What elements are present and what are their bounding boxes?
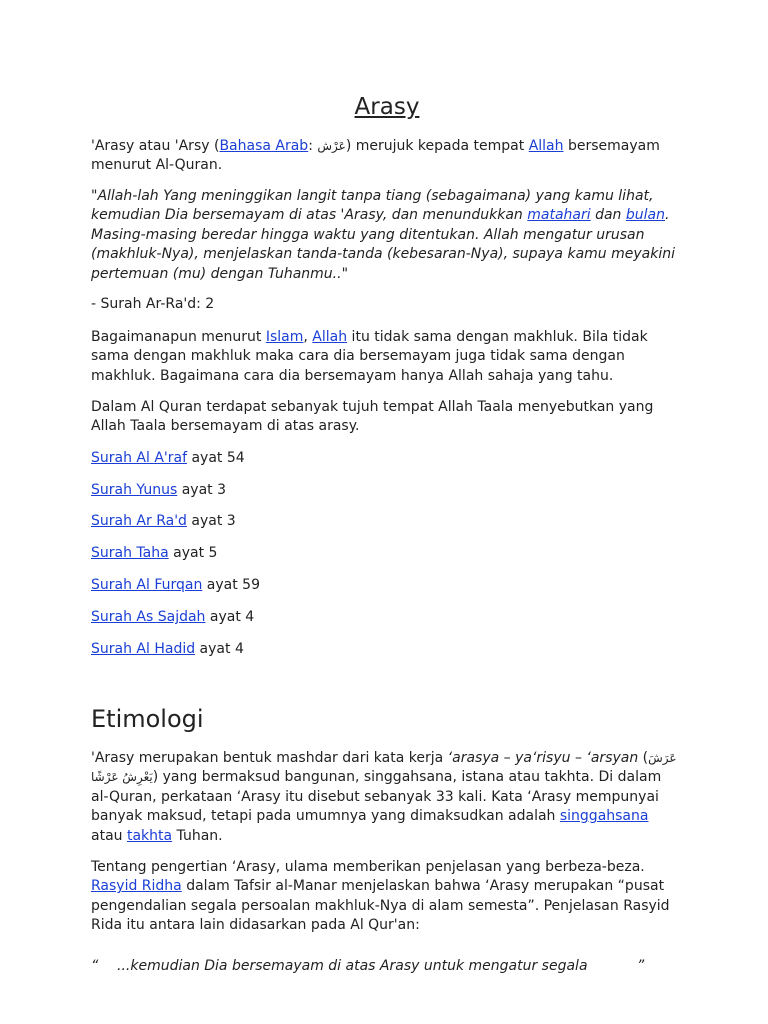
intro-text: bersemayam menurut Al-Quran.: [91, 138, 660, 174]
intro-paragraph: [91, 137, 683, 176]
link-allah[interactable]: Allah: [312, 329, 348, 345]
verse-ayat: ayat 59: [202, 577, 260, 593]
verse-ayat: ayat 4: [195, 641, 244, 657]
paragraph-text: ,: [303, 329, 313, 345]
link-surah-as-sajdah[interactable]: Surah As Sajdah: [91, 609, 206, 625]
verse-ayat: ayat 5: [168, 545, 218, 561]
quote-paragraph: [91, 187, 683, 284]
blockquote-text: ...kemudian Dia bersemayam di atas Arasy untuk mengatur segala: [117, 958, 588, 974]
verse-item: [91, 608, 683, 627]
paragraph-text: Tuhan.: [172, 827, 223, 844]
paragraph-text: ) yang bermaksud bangunan, singgahsana, istana atau takhta. Di dalam al-Quran, perkataan ‘Arasy itu disebut sebanyak 33 kali. Kata ‘Arasy mempunyai banyak maksud, tetapi pada umumnya yang dimaksudkan adalah: [91, 769, 662, 825]
verse-item: [91, 449, 683, 468]
link-surah-al-araf[interactable]: Surah Al A'raf: [91, 450, 188, 466]
verse-item: [91, 640, 683, 659]
intro-text: :: [308, 138, 318, 154]
section-heading-etimologi: Etimologi: [91, 705, 204, 733]
link-rasyid-ridha[interactable]: Rasyid Ridha: [91, 878, 182, 895]
verse-item: [91, 576, 683, 595]
paragraph-text: atau: [91, 827, 127, 844]
quote-mark: ": [91, 188, 98, 204]
verse-item: [91, 481, 683, 500]
link-singgahsana[interactable]: singgahsana: [559, 808, 649, 825]
verse-ayat: ayat 4: [205, 609, 255, 625]
paragraph-text: Tentang pengertian ‘Arasy, ulama memberikan penjelasan yang berbeza-beza.: [91, 859, 645, 875]
open-quote-mark: “: [91, 958, 99, 974]
intro-text: ) merujuk kepada tempat: [345, 138, 529, 154]
quote-text: . Masing-masing beredar hingga waktu yang ditentukan. Allah mengatur urusan (makhluk-Nya), menjelaskan tanda-tanda (kebesaran-Nya), supaya kamu meyakini pertemuan (mu) dengan Tuhanmu..: [91, 207, 675, 282]
quote-mark: ": [341, 265, 349, 282]
quote-text: dan: [590, 207, 626, 224]
paragraph-text: dalam Tafsir al-Manar menjelaskan bahwa ‘Arasy merupakan “pusat pengendalian segala persoalan makhluk-Nya di alam semesta”. Penjelasan Rasyid Rida itu antara lain didasarkan pada Al Qur'an:: [91, 878, 670, 934]
paragraph-tujuh-tempat: Dalam Al Quran terdapat sebanyak tujuh tempat Allah Taala menyebutkan yang Allah Taala bersemayam di atas arasy.: [91, 399, 654, 435]
arabic-word: عَرْش: [317, 139, 346, 153]
link-bulan[interactable]: bulan: [625, 207, 665, 224]
paragraph-text: Bagaimanapun menurut: [91, 329, 266, 345]
paragraph-text: (: [638, 750, 649, 766]
link-matahari[interactable]: matahari: [527, 207, 591, 224]
intro-text: 'Arasy atau 'Arsy (: [91, 138, 220, 154]
paragraph-etimologi-1: [91, 749, 683, 846]
paragraph-islam: [91, 328, 683, 386]
link-surah-al-hadid[interactable]: Surah Al Hadid: [91, 641, 196, 657]
link-surah-al-furqan[interactable]: Surah Al Furqan: [91, 577, 203, 593]
link-islam[interactable]: Islam: [265, 329, 304, 345]
link-surah-taha[interactable]: Surah Taha: [91, 545, 169, 561]
link-allah[interactable]: Allah: [528, 138, 564, 154]
verse-item: [91, 512, 683, 531]
verse-ayat: ayat 3: [186, 513, 236, 529]
link-surah-ar-rad[interactable]: Surah Ar Ra'd: [91, 513, 187, 529]
paragraph-text: itu tidak sama dengan makhluk. Bila tidak sama dengan makhluk maka cara dia bersemayam juga tidak sama dengan makhluk. Bagaimana cara dia bersemayam hanya Allah sahaja yang tahu.: [91, 329, 648, 384]
quote-source: - Surah Ar-Ra'd: 2: [91, 296, 215, 312]
verse-item: [91, 544, 683, 563]
page-title: Arasy: [354, 94, 420, 120]
transliteration: ‘arasya – ya‘risyu – ‘arsyan: [447, 750, 639, 766]
arabic-phrase: عَرَشَ يَعْرِشُ عَرْشًا: [91, 751, 677, 785]
paragraph-text: 'Arasy merupakan bentuk mashdar dari kata kerja: [91, 750, 448, 766]
paragraph-etimologi-2: [91, 858, 683, 936]
link-takhta[interactable]: takhta: [126, 827, 173, 844]
verse-ayat: ayat 3: [177, 482, 227, 498]
verse-ayat: ayat 54: [187, 450, 245, 466]
quote-text: Allah-lah Yang meninggikan langit tanpa tiang (sebagaimana) yang kamu lihat, kemudian Dia bersemayam di atas 'Arasy, dan menundukkan: [91, 188, 654, 224]
link-surah-yunus[interactable]: Surah Yunus: [91, 482, 178, 498]
close-quote-mark: ”: [637, 958, 645, 974]
link-bahasa-arab[interactable]: Bahasa Arab: [219, 138, 309, 154]
